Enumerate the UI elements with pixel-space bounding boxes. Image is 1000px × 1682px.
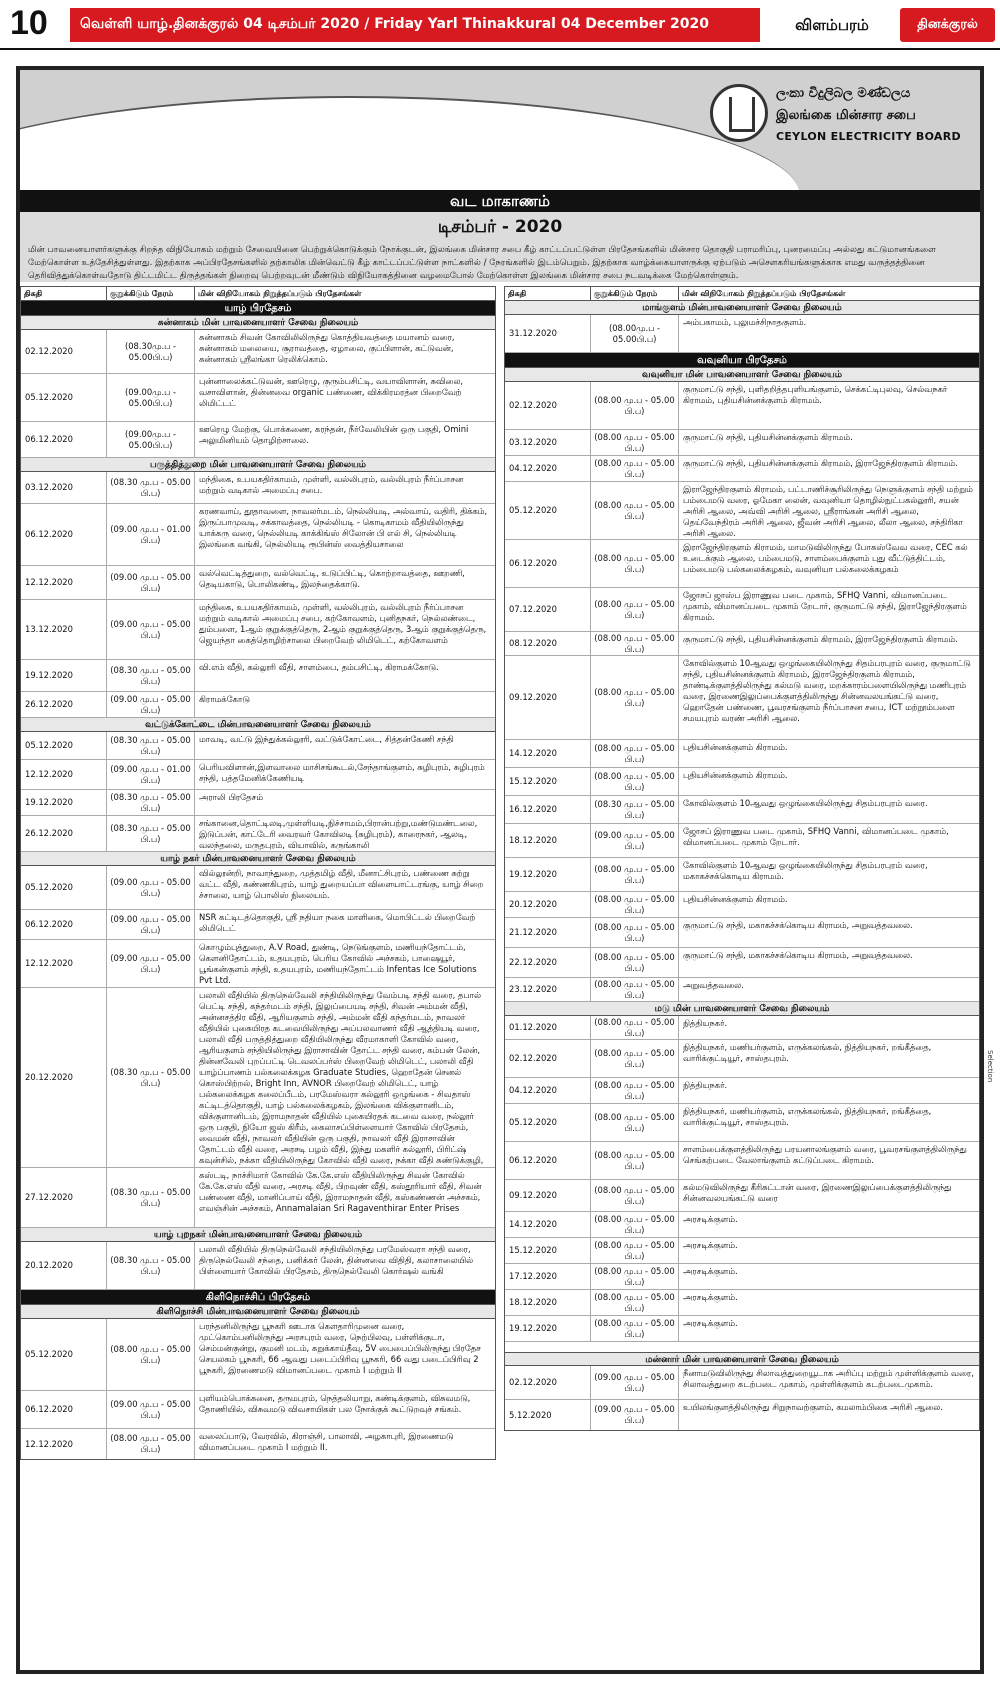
station-header: பருத்தித்துறை மின் பாவனையாளர் சேவை நிலையம் — [21, 458, 495, 472]
schedule-table-left — [20, 286, 496, 1460]
table-row: 21.12.2020 (08.00 மு.ப - 05.00 பி.ப) குருமாட்டு சந்தி, மகாகச்சக்கொடிய கிராமம், அறுவத்தவலை. — [505, 918, 979, 948]
table-row: 04.12.2020 (08.00 மு.ப - 05.00 பி.ப) குருமாட்டு சந்தி, புதியசின்னக்குளம் கிராமம், இராஜேந்திரகுளம் கிராமம். — [505, 456, 979, 482]
station-header: யாழ் புறநகர் மின்பாவனையாளர் சேவை நிலையம் — [21, 1228, 495, 1242]
col-date: திகதி — [21, 287, 107, 300]
table-row: 31.12.2020 (08.00மு.ப - 05.00பி.ப) அம்பகாமம், புலுமச்சிநாதகுளம். — [505, 315, 979, 353]
table-row: 20.12.2020 (08.00 மு.ப - 05.00 பி.ப) புதியசின்னக்குளம் கிராமம். — [505, 892, 979, 918]
page-header — [0, 0, 1000, 50]
newspaper-logo: தினக்குரல் — [900, 8, 995, 42]
table-row: 20.12.2020 (08.30 மு.ப - 05.00 பி.ப) பலாலி வீதியில் திருநெல்வேலி சந்தியிலிருந்து வேம்படி சந்தி வரை, தபால் பெட்டி சந்தி, கந்தர்மடம் சந்தி, இலுப்பையடி சந்தி, சிவன் அம்மன் வீதி, அன்னசத்திர வீதி, ஆரியகுளம் சந்தி, அம்மன் வீதி கந்தர்மடம், நாவலர் வீதியில் புகையிரத கடவையிலிருந்து அப்பலவாணர் வீதி ஆத்தியடி வரை, பலாலி வீதி பருத்தித்துறை வீதியிலிருந்து வீரமாகாளி கோவில் வரை, ஆரியகுளம் சந்தியிலிருந்து இராசாவின் தோட்ட சந்தி வரை, கம்பன் லேன், தின்னவேலி புறப்பட்டி டெவலப்பர்ஸ் பிறைவேற் லிமிடெட், பலாலி வீதி யாழ்ப்பாணம் பல்கலைக்கழக Graduate Studies, ஹொதேன் செனல் கொஸ்பிற்றல், Bright Inn, AVNOR பிறைவேற் லிமிடெட், யாழ் பல்கலைக்கழக கலைப்பீடம், பரமேஸ்வரா கல்லூரி ஒழுங்கை - சிவதாஸ் கட்டிடத்தொகுதி, யாழ் பல்கலைக்கழகம், இலங்கை விக்குளானிடம், விக்குளானிடம், இராமநாதன் வீதியில் புகையிரதக் கடவை வரை, நல்லூர் ஒரு பகுதி, நியோ ஜஸ் கிரீம், கைலாசப்பிள்ளையார் கோவில் பிரதேசம், வைமன் வீதி, நாவலர் வீதியின் ஒரு பகுதி, நாவலர் வீதி இராசாவின் தோட்டம் வீதி வரை, அரசடி பழம் வீதி, இந்து மகளிர் கல்லூரி, பிரிட்ஷ் கவுன்சில், நக்கா வீதியிலிருந்து கோவில் வீதி வரை, நக்கா வீதி சுண்டுக்குழி, — [21, 988, 495, 1168]
table-row: 02.12.2020 (08.30மு.ப - 05.00பி.ப) சுன்னாகம் சிவன் கோவிலிலிருந்து கொத்தியவத்தை மயானம் வரை, சுன்னாகம் மலையை, சூராவத்தை, ஏழாலை, குப்பிளான், கட்டுவன், சுன்னாகம் ஸ்ரீலங்கா ரெலிக்கொம். — [21, 330, 495, 374]
side-credit: Selection — [986, 1050, 994, 1083]
table-row: 06.12.2020 (09.00 மு.ப - 01.00 பி.ப) கரணவாய், தூதாவளை, நாவலர்மடம், நெல்லியடி, அல்வாய், வதிரி, திக்கம், இருப்பாமுவடி, சக்காவத்தை, நெல்லியடி - கொடிகாமம் வீதியிலிருந்து யாக்கரு வரை, நெல்லியடி காக்கிங்ஸ் சிலோன் பி எல் சி, நெல்லியடி இலங்கை வங்கி, நெல்லியடி ரூபின்ஸ் வைத்தியசாலை — [21, 504, 495, 566]
intro-text: மின் பாவனையாளர்களுக்கு சிறந்த விநியோகம் மற்றும் சேவையினை பெற்றுக்கொடுக்கும் நோக்குடன், இலங்கை மின்சார சபை கீழ் காட்டப்பட்டுள்ள பிரதேசங்களில் மின்சார தொகுதி பராமரிப்பு, புனரமைப்பு அல்லது கட்டுமானங்களை மேற்கொள்ள உத்தேசித்துள்ளது. இதற்காக அப்பிரதேசங்களில் தற்காலிக மின்வெட்டு கீழ் காட்டப்பட்டுள்ள நாட்களில் / நேரங்களில் இடம்பெறும். இதற்காக வாழ்க்கையாளருக்கு ஏற்படும் அசௌகரியங்களுக்காக எமது வருத்தத்தினை தெரிவித்துக்கொள்வதோடு திட்டமிட்ட திருத்தங்கள் நிறைவு பெற்றவுடன் மீண்டும் விநியோகத்தினை வழமைபோல் மேற்கொள்ள இலங்கை மின்சார சபை நடவடிக்கை மேற்கொள்ளும். — [20, 242, 980, 282]
ceb-banner — [20, 70, 980, 190]
table-row: 09.12.2020 (08.00 மு.ப - 05.00 பி.ப) கோவில்குளம் 10ஆவது ஒழுங்கையிலிருந்து சிதம்பரபுரம் வரை, குருமாட்டு சந்தி, புதியசின்னக்குளம் கிராமம், இராஜேந்திரகுளம் கிராமம், தாண்டிக்குளத்திலிருந்து கல்மடு வரை, மறக்காரம்பளையிலிருந்து மணிபுரம் வரை, இரணைஇலுப்பைக்குளத்திலிருந்து சின்னவலயங்கட்டு வரை, ஹொதேன் பண்ணை, பூவரசங்குளம் நீர்ப்பாசன சபை, ICT மற்றூம்பளை சமயபுரம் வரண் அரிசி ஆலை. — [505, 656, 979, 740]
table-row: 12.12.2020 (09.00 மு.ப - 01.00 பி.ப) பெரியவிளான்,இளவாலை மாசிசங்கூடல்,சேந்தாங்குளம், சுழிபுரம், சுழிபுரம் சந்தி, பத்தமேனிக்கேணியடி — [21, 760, 495, 790]
ceb-emblem-icon — [710, 84, 768, 142]
section-label: விளம்பரம் — [760, 8, 900, 42]
ceb-name-tamil: இலங்கை மின்சார சபை — [776, 108, 916, 123]
table-row: 17.12.2020 (08.00 மு.ப - 05.00 பி.ப) அரசடிக்குளம். — [505, 1264, 979, 1290]
table-row: 13.12.2020 (09.00 மு.ப - 05.00 பி.ப) மந்திகை, உபயகதிர்காமம், முள்ளி, வல்லிபுரம், வல்லிபுரம் நீர்ப்பாசன மற்றும் வடிகால் அமைப்பு சபை, கற்கோவளம், புனிதநகர், நெல்லண்டை, தும்பளை, 1ஆம் குறுக்குத்தெரு, 2ஆம் குறுக்குத்தெரு, 3ஆம் குறுக்குத்தெரு, ஜெயந்தா கைத்தொழிற்சாலை பிறைவேற் லிமிடெட், கற்கோவளம் — [21, 600, 495, 660]
table-row: 19.12.2020 (08.30 மு.ப - 05.00 பி.ப) அராலி பிரதேசம் — [21, 790, 495, 816]
table-row: 07.12.2020 (08.00 மு.ப - 05.00 பி.ப) ஜோசப் ஜாஸ்ப இராணுவ படை முகாம், SFHQ Vanni, விமானப்படை முகாம், விமானப்படை முகாம் றேடார், குருமாட்டு சந்தி, இராஜேந்திரகுளம் கிராமம். — [505, 588, 979, 632]
station-header: சுன்னாகம் மின் பாவனையாளர் சேவை நிலையம் — [21, 316, 495, 330]
advertisement-frame — [16, 66, 984, 1674]
table-row: 05.12.2020 (08.00 மு.ப - 05.00 பி.ப) பரந்தனிலிருந்து பூநகரி ஊடாக கௌதாரிமுனை வரை, முட்கொம்பனிலிருந்து அரசபுரம் வரை, நெற்பிலவு, பள்ளிக்குடா, செம்மன்குன்று, குமனி மடம், கறுக்காய்தீவு, 5V பைபைப்பிலிருந்து பிரதேச செயலகம் பூநகரி, 66 ஆவது படைப்பிரிவு பூநகரி, 66 வது படைப்பிரிவு 2 பூநகரி, இரணைமடு விமானப்படை முகாம் I மற்றும் II — [21, 1319, 495, 1391]
table-row: 5.12.2020 (09.00 மு.ப - 05.00 பி.ப) உயிலங்குளத்திலிருந்து சிறுநாவற்குளம், கமலாம்பிகை அரிசி ஆலை. — [505, 1400, 979, 1430]
station-header: மடு மின் பாவனையாளர் சேவை நிலையம் — [505, 1002, 979, 1016]
table-row: 06.12.2020 (08.00 மு.ப - 05.00 பி.ப) சாளம்பைக்குளத்திலிருந்து பரயனாலங்குளம் வரை, பூவரசங்குளத்திலிருந்து செங்கற்படை வேலாங்குளம் கட்டுப்படை கிராமம். — [505, 1142, 979, 1180]
table-row: 19.12.2020 (08.00 மு.ப - 05.00 பி.ப) அரசடிக்குளம். — [505, 1316, 979, 1342]
region-title: வட மாகாணம் — [20, 190, 980, 212]
table-row: 06.12.2020 (09.00 மு.ப - 05.00 பி.ப) புளியம்பொக்கனை, தருமபுரம், நெத்தலியாறு, கண்டிக்குளம், விசுவமடு, தோணியில், விசுவமடு விவசாயிகள் பல நோக்குக் கூட்டுறவுச் சங்கம். — [21, 1391, 495, 1429]
station-header: மாங்குளம் மின்பாவனையாளர் சேவை நிலையம் — [505, 301, 979, 315]
table-header — [505, 287, 979, 301]
station-header: வவுனியா மின் பாவனையாளர் சேவை நிலையம் — [505, 368, 979, 382]
col-time: குறுக்கிடும் நேரம் — [107, 287, 195, 300]
table-row: 05.12.2020 (08.00 மு.ப - 05.00 பி.ப) இராஜேந்திரகுளம் கிராமம், பட்டாணிச்சூரிலிருந்து நெளுக்குளம் சந்தி மற்றும் பம்பைமடு வரை, ஓமேகா லைன், வவுனியா தொழில்நுட்பகல்லூரி, சயன் அரிசி ஆலை, அவ்வி அரிசி ஆலை, ஸ்ரீராங்கன் அரிசி ஆலை, தெய்வேந்திரம் அரிசி ஆலை, ஜீவன் அரிசி ஆலை, லீலா ஆலை, சந்திரிகா அரிசி ஆலை. — [505, 482, 979, 540]
col-area: மின் விநியோகம் நிறுத்தப்படும் பிரதேசங்கள் — [682, 289, 846, 298]
ceb-name-english: CEYLON ELECTRICITY BOARD — [776, 130, 961, 143]
region-header: கிளிநொச்சிப் பிரதேசம் — [21, 1290, 495, 1305]
table-row: 12.12.2020 (09.00 மு.ப - 05.00 பி.ப) கொழும்புத்துறை, A.V Road, துண்டி, நெடுங்குளம், மணியந்தோட்டம், கெளனிதோட்டம், உதயபுரம், பெரிய கோவில் அச்சகம், பாஷையூர், பூங்கன்குளம் சந்தி, உதயபுரம், மணியந்தோட்டம் Infentas Ice Solutions Pvt Ltd. — [21, 940, 495, 988]
table-row: 02.12.2020 (08.00 மு.ப - 05.00 பி.ப) குருமாட்டு சந்தி, புளிதறித்தபுளியங்குளம், செக்கட்டிபுலவு, செல்வநகர் கிராமம், புதியசின்னக்குளம் கிராமம். — [505, 382, 979, 430]
table-row: 23.12.2020 (08.00 மு.ப - 05.00 பி.ப) அறுவத்தவலை. — [505, 978, 979, 1002]
table-row: 05.12.2020 (09.00மு.ப - 05.00பி.ப) புன்னாலைக்கட்டுவன், ஊரெழு, குரும்பசிட்டி, வயாவிளான், சுவிலை, வசாவிளான், தின்னவை organic பண்ணை, விக்கிரமரத்ன பிறைவேற் லிமிட்டட் — [21, 374, 495, 422]
ceb-name-sinhala: ලංකා විදුලිබල මණ්ඩලය — [776, 86, 911, 101]
table-row: 15.12.2020 (08.00 மு.ப - 05.00 பி.ப) புதியசின்னக்குளம் கிராமம். — [505, 768, 979, 796]
table-row: 05.12.2020 (08.30 மு.ப - 05.00 பி.ப) மாவடி, வட்டு இந்துக்கல்லூரி, வட்டுக்கோட்டை, சித்தன்கேணி சந்தி — [21, 732, 495, 760]
col-area: மின் விநியோகம் நிறுத்தப்படும் பிரதேசங்கள் — [198, 289, 362, 298]
dateline: வெள்ளி யாழ்.தினக்குரல் 04 டிசம்பர் 2020 / Friday Yarl Thinakkural 04 December 2020 — [80, 16, 709, 32]
header-strip — [70, 8, 890, 42]
table-row: 12.12.2020 (08.00 மு.ப - 05.00 பி.ப) வலைப்பாடு, வேரவில், கிராஞ்சி, பாலாவி, அழகாபுரி, இரணைமடு விமானப்படை முகாம் I மற்றும் II. — [21, 1429, 495, 1459]
table-row: 22.12.2020 (08.00 மு.ப - 05.00 பி.ப) குருமாட்டு சந்தி, மகாகச்சக்கொடிய கிராமம், அறுவத்தவலை. — [505, 948, 979, 978]
station-header: மன்னார் மின் பாவனையாளர் சேவை நிலையம் — [505, 1352, 979, 1366]
station-header: வட்டுக்கோட்டை மின்பாவனையாளர் சேவை நிலையம் — [21, 718, 495, 732]
page-number: 10 — [10, 4, 48, 42]
region-header: வவுனியா பிரதேசம் — [505, 353, 979, 368]
table-row: 05.12.2020 (09.00 மு.ப - 05.00 பி.ப) வில்லூன்றி, நாவாந்துறை, முத்தமிழ் வீதி, மீனாட்சிபுரம், பண்ணை சுற்று வட்ட வீதி, கண்ணகிபுரம், யாழ் துறையப்பா விளையாட்டரங்கு, யாழ் சிறை ச்சாலை, யாழ் பொலிஸ் நிலையம். — [21, 866, 495, 910]
col-date: திகதி — [505, 287, 591, 300]
table-row: 27.12.2020 (08.30 மு.ப - 05.00 பி.ப) கஸ்டடி, நாச்சிமார் கோவில் கே.கே.எஸ் வீதியிலிருந்து சிவன் கோவில் கே.கே.எஸ் வீதி வரை, அரசடி வீதி, பிறவுண் வீதி, கஸ்தூரியார் வீதி, சிவன் பண்ணை வீதி, மானிப்பாய் வீதி, இராமநாதன் வீதி, கஸ்கண்ணன் அச்சகம், எவஞ்சின் அச்சகம், Annamalaian Sri Ragaventhirar Enter Prises — [21, 1168, 495, 1228]
table-row: 01.12.2020 (08.00 மு.ப - 05.00 பி.ப) நித்தியநகர். — [505, 1016, 979, 1040]
table-row: 18.12.2020 (08.00 மு.ப - 05.00 பி.ப) அரசடிக்குளம். — [505, 1290, 979, 1316]
table-row: 06.12.2020 (09.00 மு.ப - 05.00 பி.ப) NSR கட்டிடத்தொகுதி, ஸ்ரீ நதியா நகை மாளிகை, மொபிட்டல் பிறைவேற் லிமிடெட் — [21, 910, 495, 940]
table-row: 06.12.2020 (09.00மு.ப - 05.00பி.ப) ஊரெழு மேற்கு, பொக்கணை, கரந்தன், நீர்வேலியின் ஒரு பகுதி, Omini அலுமினியம் தொழிற்சாலை. — [21, 422, 495, 458]
table-row: 04.12.2020 (08.00 மு.ப - 05.00 பி.ப) நித்தியநகர். — [505, 1078, 979, 1104]
table-row: 08.12.2020 (08.00 மு.ப - 05.00 பி.ப) குருமாட்டு சந்தி, புதியசின்னக்குளம் கிராமம், இராஜேந்திரகுளம் கிராமம். — [505, 632, 979, 656]
table-row: 03.12.2020 (08.00 மு.ப - 05.00 பி.ப) குருமாட்டு சந்தி, புதியசின்னக்குளம் கிராமம். — [505, 430, 979, 456]
ceb-logo-block — [710, 80, 970, 180]
schedule-table-right — [504, 286, 980, 1431]
table-row: 14.12.2020 (08.00 மு.ப - 05.00 பி.ப) அரசடிக்குளம். — [505, 1212, 979, 1238]
table-row: 16.12.2020 (08.30 மு.ப - 05.00 பி.ப) கோவில்குளம் 10ஆவது ஒழுங்கையிலிருந்து சிதம்பரபுரம் வரை. — [505, 796, 979, 824]
table-row: 26.12.2020 (09.00 மு.ப - 05.00 பி.ப) கிராமக்கோடு — [21, 692, 495, 718]
station-header: கிளிநொச்சி மின்பாவனையாளர் சேவை நிலையம் — [21, 1305, 495, 1319]
table-row: 15.12.2020 (08.00 மு.ப - 05.00 பி.ப) அரசடிக்குளம். — [505, 1238, 979, 1264]
table-row: 14.12.2020 (08.00 மு.ப - 05.00 பி.ப) புதியசின்னக்குளம் கிராமம். — [505, 740, 979, 768]
region-header: யாழ் பிரதேசம் — [21, 301, 495, 316]
header-rule — [0, 48, 1000, 50]
table-row: 12.12.2020 (09.00 மு.ப - 05.00 பி.ப) வல்வெட்டித்துறை, வல்வெட்டி, உடுப்பிட்டி, கொற்றாவத்தை, ஊறணி, தெடியகாடு, பொலிகண்டி, இலந்தைக்காடு. — [21, 566, 495, 600]
table-row: 20.12.2020 (08.30 மு.ப - 05.00 பி.ப) பலாலி வீதியில் திருநெல்வேலி சந்தியிலிருந்து பரமேஸ்வரா சந்தி வரை, திருநெல்வேலி சந்தை, பனிக்கர் லேன், தின்னவை விதிதி, கலாசாலையில் பிள்ளையார் கோவில் பிரதேசம், திருநெல்வேலி கொர்ஷல் வங்கி — [21, 1242, 495, 1290]
table-row: 19.12.2020 (08.00 மு.ப - 05.00 பி.ப) கோவில்குளம் 10ஆவது ஒழுங்கையிலிருந்து சிதம்பரபுரம் வரை, மகாகச்சக்கொடிய கிராமம். — [505, 858, 979, 892]
table-row: 09.12.2020 (08.00 மு.ப - 05.00 பி.ப) கல்மடுவிலிருந்து கீரிசுட்டான் வரை, இரணைஇலுப்பைக்குளத்திலிருந்து சின்னவலயங்கட்டு வரை — [505, 1180, 979, 1212]
month-title: டிசம்பர் - 2020 — [20, 212, 980, 242]
table-row: 18.12.2020 (09.00 மு.ப - 05.00 பி.ப) ஜோசப் இராணுவ படை முகாம், SFHQ Vanni, விமானப்படை முகாம், விமானப்படை முகாம் றேடார். — [505, 824, 979, 858]
table-row: 03.12.2020 (08.30 மு.ப - 05.00 பி.ப) மந்திகை, உபயகதிர்காமம், முள்ளி, வல்லிபுரம், வல்லிபுரம் நீர்ப்பாசன மற்றும் வடிகால் அமைப்பு சபை. — [21, 472, 495, 504]
table-row: 02.12.2020 (08.00 மு.ப - 05.00 பி.ப) நித்தியநகர், மணியர்குளம், எருக்கலங்கல், நித்தியநகர், றங்கீத்தை, வாரிக்குட்டியூர், சாஸ்தபுரம். — [505, 1040, 979, 1078]
station-header: யாழ் நகர் மின்பாவனையாளர் சேவை நிலையம் — [21, 852, 495, 866]
table-row: 26.12.2020 (08.30 மு.ப - 05.00 பி.ப) சங்கானை,தொட்டிலடி,முள்ளியடி,நிச்சாமம்,பிரான்பற்று,மண்டுமண்டலை, இடுப்பன், காட்டேரி வைரவர் கோவிலடி (சுழிபுரம்), காரைநகர், ஆலடி, வலந்தலை, மருதபுரம், வியாவில், கருங்காலி — [21, 816, 495, 852]
table-row: 06.12.2020 (08.00 மு.ப - 05.00 பி.ப) இராஜேந்திரகுளம் கிராமம், மாமடுவிலிருந்து போகஸ்வேவ வரை, CEC கல் உடைக்கும் ஆலை, பம்பைமடு, சாளம்பைக்குளம் புது வீட்டுத்திட்டம், பம்பைமடு பல்கலைக்கழகம், வவுனியா பல்கலைக்கழகம் — [505, 540, 979, 588]
table-row: 19.12.2020 (08.30 மு.ப - 05.00 பி.ப) வி.எம் வீதி, கல்லூரி வீதி, சாளம்பை, தம்பசிட்டி, கிராமக்கோடு. — [21, 660, 495, 692]
col-time: குறுக்கிடும் நேரம் — [591, 287, 679, 300]
table-row: 02.12.2020 (09.00 மு.ப - 05.00 பி.ப) நீனாமடுவிலிருந்து சிலாவத்துறையூடாக அரிப்பு மற்றும் முள்ளிக்குளம் வரை, சிலாவத்துறை கடற்படை முகாம், முள்ளிக்குளம் கடற்படைமுகாம். — [505, 1366, 979, 1400]
table-header — [21, 287, 495, 301]
table-row: 05.12.2020 (08.00 மு.ப - 05.00 பி.ப) நித்தியநகர், மணியர்குளம், எருக்கலங்கல், நித்தியநகர், றங்கீத்தை, வாரிக்குட்டியூர், சாஸ்தபுரம். — [505, 1104, 979, 1142]
